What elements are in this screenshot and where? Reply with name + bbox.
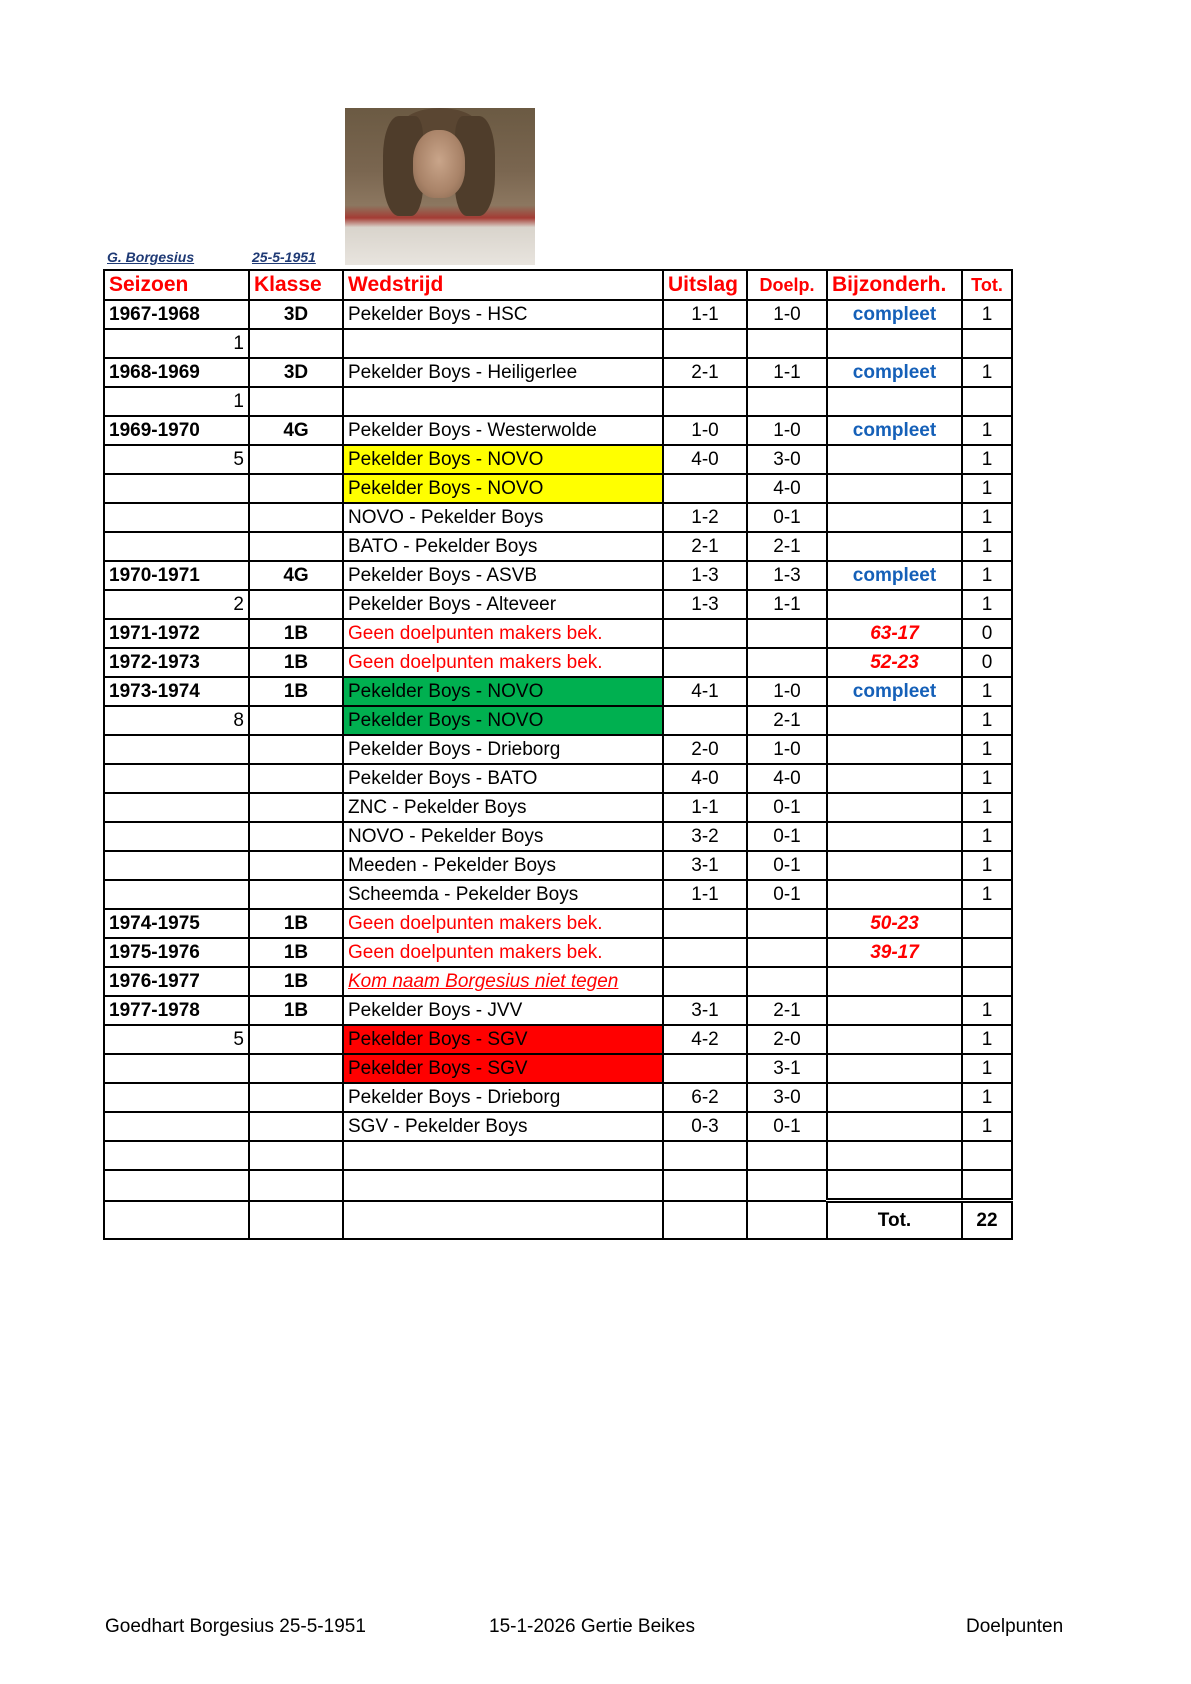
match-cell: Pekelder Boys - Alteveer	[343, 590, 663, 619]
class-cell	[249, 474, 343, 503]
match-cell: ZNC - Pekelder Boys	[343, 793, 663, 822]
goal-cell	[747, 1170, 827, 1201]
goals-table	[103, 269, 1013, 1240]
tot-cell	[962, 1141, 1012, 1170]
season-count-cell: 5	[104, 1025, 249, 1054]
match-cell: Geen doelpunten makers bek.	[343, 909, 663, 938]
match-cell: Pekelder Boys - HSC	[343, 300, 663, 329]
result-cell: 1-2	[663, 503, 747, 532]
goal-cell: 3-1	[747, 1054, 827, 1083]
table-row	[104, 474, 1012, 503]
goal-cell: 3-0	[747, 445, 827, 474]
note-cell	[827, 474, 962, 503]
goal-cell	[747, 329, 827, 358]
result-cell: 2-1	[663, 532, 747, 561]
table-row	[104, 677, 1012, 706]
class-cell: 1B	[249, 996, 343, 1025]
result-cell	[663, 1201, 747, 1240]
result-cell	[663, 648, 747, 677]
class-cell	[249, 706, 343, 735]
header-match: Wedstrijd	[343, 270, 663, 300]
tot-cell: 1	[962, 735, 1012, 764]
tot-cell	[962, 1170, 1012, 1201]
match-cell: SGV - Pekelder Boys	[343, 1112, 663, 1141]
class-cell	[249, 1201, 343, 1240]
result-cell	[663, 1170, 747, 1201]
season-cell	[104, 1170, 249, 1201]
season-cell: 1975-1976	[104, 938, 249, 967]
class-cell: 3D	[249, 358, 343, 387]
tot-cell: 0	[962, 648, 1012, 677]
tot-cell: 1	[962, 793, 1012, 822]
result-cell: 1-1	[663, 880, 747, 909]
tot-cell: 1	[962, 880, 1012, 909]
result-cell: 1-1	[663, 793, 747, 822]
season-cell	[104, 1054, 249, 1083]
season-count-cell: 8	[104, 706, 249, 735]
table-row-empty	[104, 1170, 1012, 1201]
table-row	[104, 619, 1012, 648]
match-cell: Pekelder Boys - JVV	[343, 996, 663, 1025]
goal-cell: 0-1	[747, 793, 827, 822]
season-cell	[104, 1112, 249, 1141]
match-cell: Pekelder Boys - Westerwolde	[343, 416, 663, 445]
match-cell: Geen doelpunten makers bek.	[343, 648, 663, 677]
tot-cell: 1	[962, 764, 1012, 793]
table-row	[104, 967, 1012, 996]
table-row	[104, 880, 1012, 909]
class-cell	[249, 793, 343, 822]
match-cell	[343, 329, 663, 358]
table-row	[104, 706, 1012, 735]
season-cell	[104, 735, 249, 764]
class-cell	[249, 329, 343, 358]
header-total: Tot.	[962, 270, 1012, 300]
match-cell: Geen doelpunten makers bek.	[343, 938, 663, 967]
note-cell	[827, 1141, 962, 1170]
table-row	[104, 416, 1012, 445]
goal-cell	[747, 967, 827, 996]
goal-cell: 0-1	[747, 851, 827, 880]
note-cell: compleet	[827, 677, 962, 706]
note-cell	[827, 1054, 962, 1083]
class-cell	[249, 735, 343, 764]
season-cell: 1976-1977	[104, 967, 249, 996]
note-cell	[827, 735, 962, 764]
match-cell: NOVO - Pekelder Boys	[343, 822, 663, 851]
footer-left: Goedhart Borgesius 25-5-1951	[105, 1616, 366, 1637]
season-cell	[104, 474, 249, 503]
note-cell	[827, 967, 962, 996]
goal-cell	[747, 938, 827, 967]
match-cell: Pekelder Boys - Drieborg	[343, 735, 663, 764]
goal-cell	[747, 387, 827, 416]
class-cell	[249, 764, 343, 793]
tot-cell	[962, 938, 1012, 967]
tot-cell: 1	[962, 1112, 1012, 1141]
table-row	[104, 387, 1012, 416]
note-cell	[827, 764, 962, 793]
note-cell: compleet	[827, 300, 962, 329]
season-cell: 1972-1973	[104, 648, 249, 677]
result-cell	[663, 938, 747, 967]
season-cell: 1974-1975	[104, 909, 249, 938]
match-cell	[343, 387, 663, 416]
class-cell: 1B	[249, 648, 343, 677]
match-cell-highlight-green: Pekelder Boys - NOVO	[343, 706, 663, 735]
table-header-row	[104, 270, 1012, 300]
match-cell: Pekelder Boys - Drieborg	[343, 1083, 663, 1112]
class-cell	[249, 445, 343, 474]
header-season: Seizoen	[104, 270, 249, 300]
tot-cell	[962, 967, 1012, 996]
tot-cell: 1	[962, 474, 1012, 503]
tot-cell	[962, 329, 1012, 358]
note-cell	[827, 387, 962, 416]
tot-cell: 1	[962, 358, 1012, 387]
tot-cell: 1	[962, 706, 1012, 735]
result-cell: 1-0	[663, 416, 747, 445]
result-cell	[663, 619, 747, 648]
goal-cell: 1-0	[747, 300, 827, 329]
match-cell-highlight-red: Pekelder Boys - SGV	[343, 1054, 663, 1083]
class-cell	[249, 590, 343, 619]
goal-cell	[747, 619, 827, 648]
season-cell: 1968-1969	[104, 358, 249, 387]
goal-cell: 1-1	[747, 590, 827, 619]
match-cell: Scheemda - Pekelder Boys	[343, 880, 663, 909]
table-row	[104, 300, 1012, 329]
class-cell	[249, 851, 343, 880]
match-cell: Pekelder Boys - ASVB	[343, 561, 663, 590]
result-cell: 4-0	[663, 764, 747, 793]
table-row	[104, 445, 1012, 474]
note-cell	[827, 1170, 962, 1201]
class-cell	[249, 532, 343, 561]
total-label: Tot.	[827, 1201, 962, 1240]
result-cell	[663, 329, 747, 358]
table-row	[104, 561, 1012, 590]
goal-cell	[747, 909, 827, 938]
tot-cell: 1	[962, 532, 1012, 561]
note-cell: 63-17	[827, 619, 962, 648]
tot-cell: 1	[962, 1025, 1012, 1054]
player-photo	[345, 108, 535, 265]
match-cell: Meeden - Pekelder Boys	[343, 851, 663, 880]
note-cell: compleet	[827, 358, 962, 387]
season-cell: 1967-1968	[104, 300, 249, 329]
tot-cell: 1	[962, 851, 1012, 880]
result-cell: 2-0	[663, 735, 747, 764]
class-cell	[249, 822, 343, 851]
result-cell	[663, 1054, 747, 1083]
result-cell: 0-3	[663, 1112, 747, 1141]
match-cell-highlight-red: Pekelder Boys - SGV	[343, 1025, 663, 1054]
tot-cell: 1	[962, 590, 1012, 619]
class-cell: 1B	[249, 909, 343, 938]
season-cell	[104, 764, 249, 793]
note-cell	[827, 851, 962, 880]
class-cell: 1B	[249, 677, 343, 706]
class-cell	[249, 1141, 343, 1170]
table-row	[104, 1083, 1012, 1112]
match-cell	[343, 1170, 663, 1201]
table-row	[104, 648, 1012, 677]
result-cell: 3-1	[663, 851, 747, 880]
match-cell-highlight-yellow: Pekelder Boys - NOVO	[343, 474, 663, 503]
match-cell-link[interactable]: Kom naam Borgesius niet tegen	[343, 967, 663, 996]
footer-right: Doelpunten	[966, 1616, 1064, 1637]
header-notes: Bijzonderh.	[827, 270, 962, 300]
table-row	[104, 329, 1012, 358]
header-result: Uitslag	[663, 270, 747, 300]
season-cell	[104, 880, 249, 909]
season-cell	[104, 822, 249, 851]
goal-cell: 2-0	[747, 1025, 827, 1054]
tot-cell: 1	[962, 445, 1012, 474]
note-cell: 50-23	[827, 909, 962, 938]
note-cell	[827, 706, 962, 735]
tot-cell: 1	[962, 561, 1012, 590]
match-cell: Geen doelpunten makers bek.	[343, 619, 663, 648]
result-cell: 1-3	[663, 561, 747, 590]
note-cell	[827, 1083, 962, 1112]
season-cell	[104, 532, 249, 561]
table-row	[104, 764, 1012, 793]
tot-cell: 1	[962, 1054, 1012, 1083]
class-cell	[249, 880, 343, 909]
table-total-row	[104, 1201, 1012, 1240]
table-row	[104, 793, 1012, 822]
goal-cell	[747, 1201, 827, 1240]
note-cell	[827, 445, 962, 474]
table-row	[104, 532, 1012, 561]
class-cell	[249, 387, 343, 416]
player-name-link[interactable]: G. Borgesius	[107, 249, 195, 265]
goal-cell: 2-1	[747, 532, 827, 561]
class-cell: 4G	[249, 561, 343, 590]
class-cell	[249, 1112, 343, 1141]
note-cell	[827, 503, 962, 532]
note-cell	[827, 329, 962, 358]
table-row	[104, 1025, 1012, 1054]
season-count-cell: 1	[104, 329, 249, 358]
class-cell: 4G	[249, 416, 343, 445]
note-cell	[827, 590, 962, 619]
table-row	[104, 590, 1012, 619]
result-cell	[663, 967, 747, 996]
note-cell	[827, 880, 962, 909]
match-cell: Pekelder Boys - BATO	[343, 764, 663, 793]
result-cell	[663, 1141, 747, 1170]
season-cell: 1970-1971	[104, 561, 249, 590]
class-cell	[249, 1025, 343, 1054]
tot-cell: 1	[962, 416, 1012, 445]
season-cell: 1971-1972	[104, 619, 249, 648]
note-cell	[827, 996, 962, 1025]
tot-cell: 1	[962, 677, 1012, 706]
class-cell	[249, 1083, 343, 1112]
match-cell: BATO - Pekelder Boys	[343, 532, 663, 561]
result-cell: 1-1	[663, 300, 747, 329]
goal-cell: 4-0	[747, 764, 827, 793]
result-cell	[663, 474, 747, 503]
tot-cell	[962, 387, 1012, 416]
note-cell	[827, 532, 962, 561]
result-cell: 2-1	[663, 358, 747, 387]
header-goal: Doelp.	[747, 270, 827, 300]
goal-cell: 0-1	[747, 503, 827, 532]
goal-cell: 0-1	[747, 1112, 827, 1141]
total-value: 22	[962, 1201, 1012, 1240]
table-row	[104, 503, 1012, 532]
player-birthdate-link[interactable]: 25-5-1951	[252, 249, 316, 265]
goal-cell: 1-0	[747, 735, 827, 764]
result-cell: 1-3	[663, 590, 747, 619]
goal-cell	[747, 648, 827, 677]
tot-cell: 1	[962, 822, 1012, 851]
note-cell: compleet	[827, 416, 962, 445]
class-cell	[249, 1054, 343, 1083]
season-cell	[104, 793, 249, 822]
table-row	[104, 909, 1012, 938]
season-cell: 1969-1970	[104, 416, 249, 445]
match-cell-highlight-yellow: Pekelder Boys - NOVO	[343, 445, 663, 474]
season-count-cell: 1	[104, 387, 249, 416]
tot-cell: 1	[962, 503, 1012, 532]
result-cell: 3-1	[663, 996, 747, 1025]
header-class: Klasse	[249, 270, 343, 300]
class-cell: 1B	[249, 938, 343, 967]
season-cell	[104, 1083, 249, 1112]
season-cell	[104, 851, 249, 880]
result-cell: 4-0	[663, 445, 747, 474]
tot-cell: 1	[962, 1083, 1012, 1112]
note-cell: 39-17	[827, 938, 962, 967]
season-cell	[104, 1201, 249, 1240]
table-row	[104, 1112, 1012, 1141]
goal-cell: 1-3	[747, 561, 827, 590]
table-row	[104, 1054, 1012, 1083]
class-cell	[249, 503, 343, 532]
goal-cell: 0-1	[747, 822, 827, 851]
note-cell	[827, 1025, 962, 1054]
season-cell: 1973-1974	[104, 677, 249, 706]
season-cell	[104, 503, 249, 532]
match-cell: NOVO - Pekelder Boys	[343, 503, 663, 532]
tot-cell: 0	[962, 619, 1012, 648]
table-row-empty	[104, 1141, 1012, 1170]
season-cell	[104, 1141, 249, 1170]
note-cell: 52-23	[827, 648, 962, 677]
footer-middle: 15-1-2026 Gertie Beikes	[489, 1616, 695, 1637]
goal-cell: 2-1	[747, 706, 827, 735]
result-cell	[663, 387, 747, 416]
class-cell: 1B	[249, 619, 343, 648]
class-cell: 3D	[249, 300, 343, 329]
table-row	[104, 735, 1012, 764]
result-cell: 3-2	[663, 822, 747, 851]
tot-cell: 1	[962, 300, 1012, 329]
table-row	[104, 996, 1012, 1025]
tot-cell	[962, 909, 1012, 938]
table-row	[104, 938, 1012, 967]
match-cell: Pekelder Boys - Heiligerlee	[343, 358, 663, 387]
note-cell	[827, 1112, 962, 1141]
note-cell	[827, 793, 962, 822]
result-cell	[663, 909, 747, 938]
season-count-cell: 5	[104, 445, 249, 474]
note-cell: compleet	[827, 561, 962, 590]
table-row	[104, 358, 1012, 387]
goal-cell: 0-1	[747, 880, 827, 909]
goal-cell: 3-0	[747, 1083, 827, 1112]
note-cell	[827, 822, 962, 851]
table-row	[104, 851, 1012, 880]
result-cell: 4-1	[663, 677, 747, 706]
tot-cell: 1	[962, 996, 1012, 1025]
match-cell	[343, 1141, 663, 1170]
goal-cell: 1-0	[747, 677, 827, 706]
match-cell	[343, 1201, 663, 1240]
season-count-cell: 2	[104, 590, 249, 619]
goal-cell	[747, 1141, 827, 1170]
goal-cell: 1-0	[747, 416, 827, 445]
season-cell: 1977-1978	[104, 996, 249, 1025]
result-cell	[663, 706, 747, 735]
goal-cell: 1-1	[747, 358, 827, 387]
table-row	[104, 822, 1012, 851]
result-cell: 4-2	[663, 1025, 747, 1054]
class-cell: 1B	[249, 967, 343, 996]
class-cell	[249, 1170, 343, 1201]
match-cell-highlight-green: Pekelder Boys - NOVO	[343, 677, 663, 706]
goal-cell: 2-1	[747, 996, 827, 1025]
goal-cell: 4-0	[747, 474, 827, 503]
result-cell: 6-2	[663, 1083, 747, 1112]
